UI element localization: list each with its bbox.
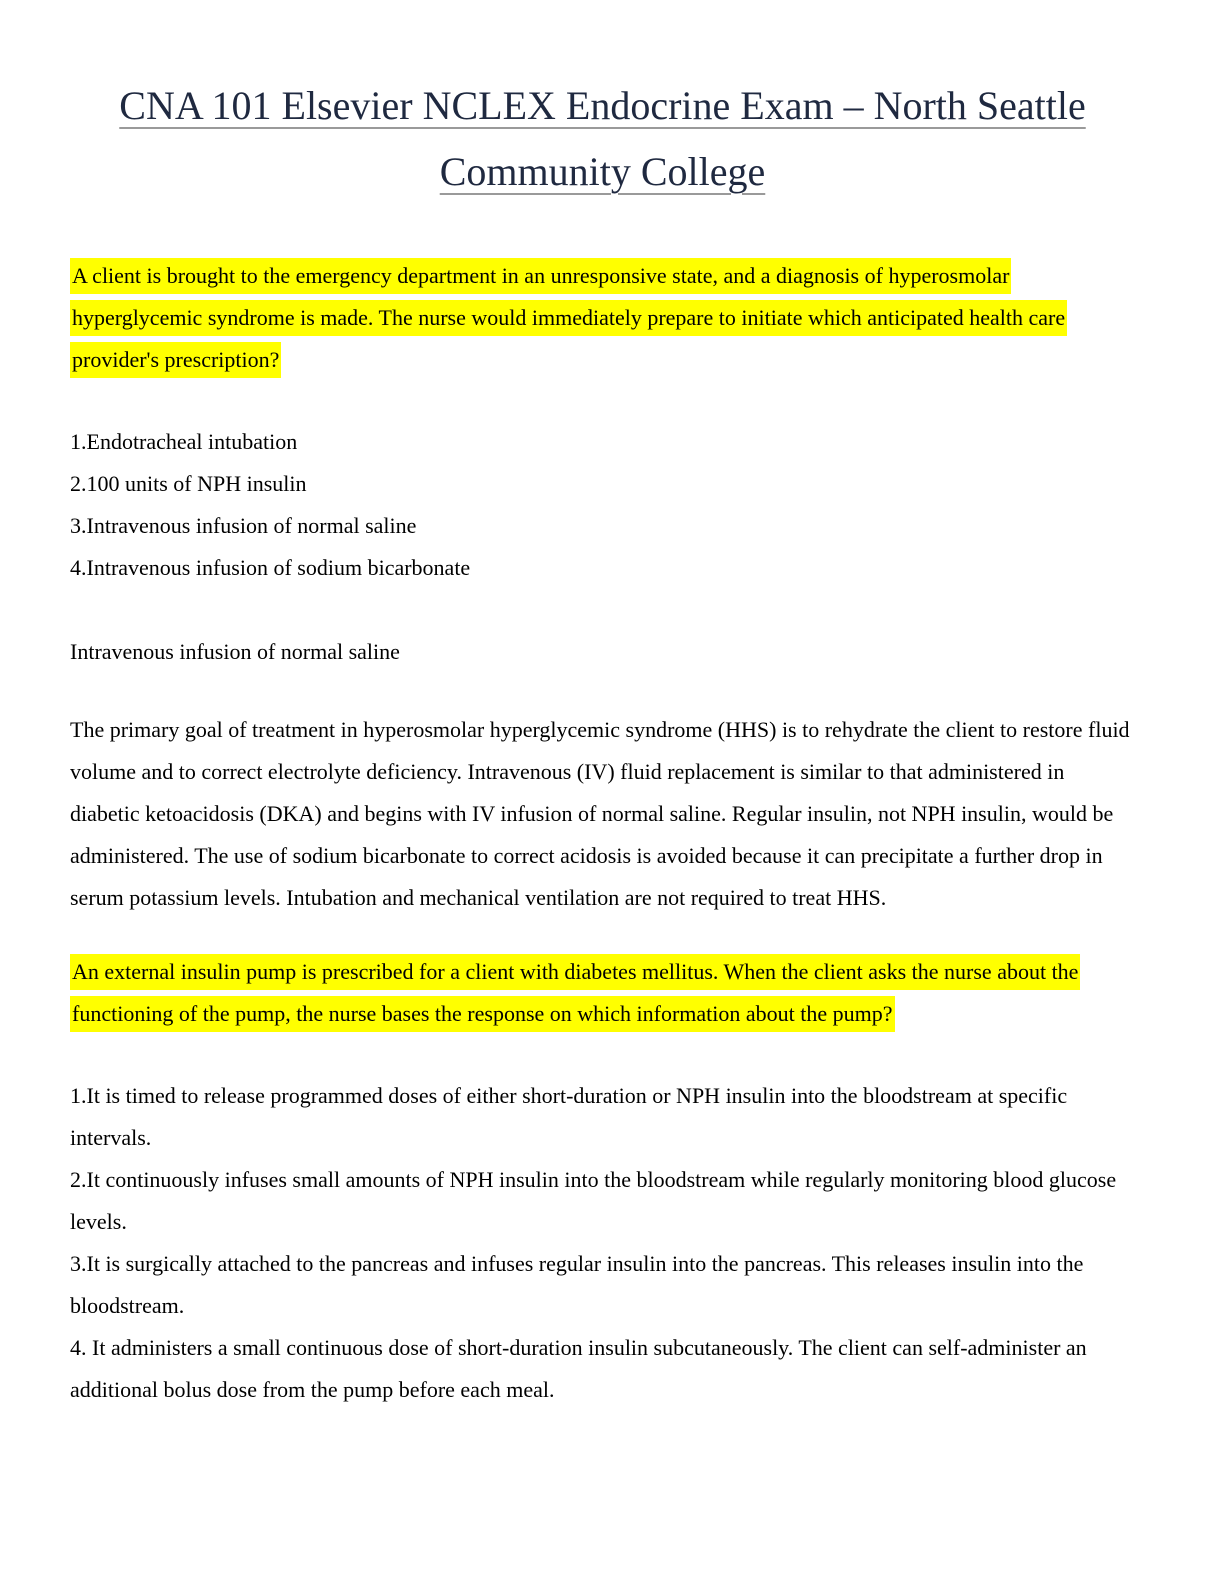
question-2-option-3: 3.It is surgically attached to the pancreas and infuses regular insulin into the pancreas. This releases insulin into the bloodstream. (70, 1251, 1084, 1318)
question-2-highlighted-text: An external insulin pump is prescribed for a client with diabetes mellitus. When the client asks the nurse about the functioning of the pump, the nurse bases the response on which information about the pump? (70, 954, 1080, 1032)
question-block-2 (70, 951, 1135, 1411)
question-1 (70, 255, 1135, 381)
question-1-answer: Intravenous infusion of normal saline (70, 639, 400, 664)
question-1-options (70, 421, 1135, 589)
question-1-option-1: 1.Endotracheal intubation (70, 429, 298, 454)
question-2-options (70, 1075, 1135, 1411)
question-1-option-3: 3.Intravenous infusion of normal saline (70, 513, 417, 538)
question-block-1 (70, 255, 1135, 919)
page-title: CNA 101 Elsevier NCLEX Endocrine Exam – North Seattle Community College (119, 83, 1086, 194)
question-1-rationale: The primary goal of treatment in hyperosmolar hyperglycemic syndrome (HHS) is to rehydrate the client to restore fluid volume and to correct electrolyte deficiency. Intravenous (IV) fluid replacement is similar to that administered in diabetic ketoacidosis (DKA) and begins with IV infusion of normal saline. Regular insulin, not NPH insulin, would be administered. The use of sodium bicarbonate to correct acidosis is avoided because it can precipitate a further drop in serum potassium levels. Intubation and mechanical ventilation are not required to treat HHS. (70, 717, 1130, 910)
question-1-highlighted-text: A client is brought to the emergency department in an unresponsive state, and a diagnosis of hyperosmolar hyperglycemic syndrome is made. The nurse would immediately prepare to initiate which anticipated health care provider's prescription? (70, 258, 1067, 378)
question-1-option-4: 4.Intravenous infusion of sodium bicarbonate (70, 555, 471, 580)
question-2-option-4: 4. It administers a small continuous dose of short-duration insulin subcutaneously. The client can self-administer an additional bolus dose from the pump before each meal. (70, 1335, 1087, 1402)
question-2-option-2: 2.It continuously infuses small amounts of NPH insulin into the bloodstream while regularly monitoring blood glucose levels. (70, 1167, 1117, 1234)
question-1-option-2: 2.100 units of NPH insulin (70, 471, 307, 496)
question-2 (70, 951, 1135, 1035)
question-2-option-1: 1.It is timed to release programmed doses of either short-duration or NPH insulin into the bloodstream at specific intervals. (70, 1083, 1068, 1150)
